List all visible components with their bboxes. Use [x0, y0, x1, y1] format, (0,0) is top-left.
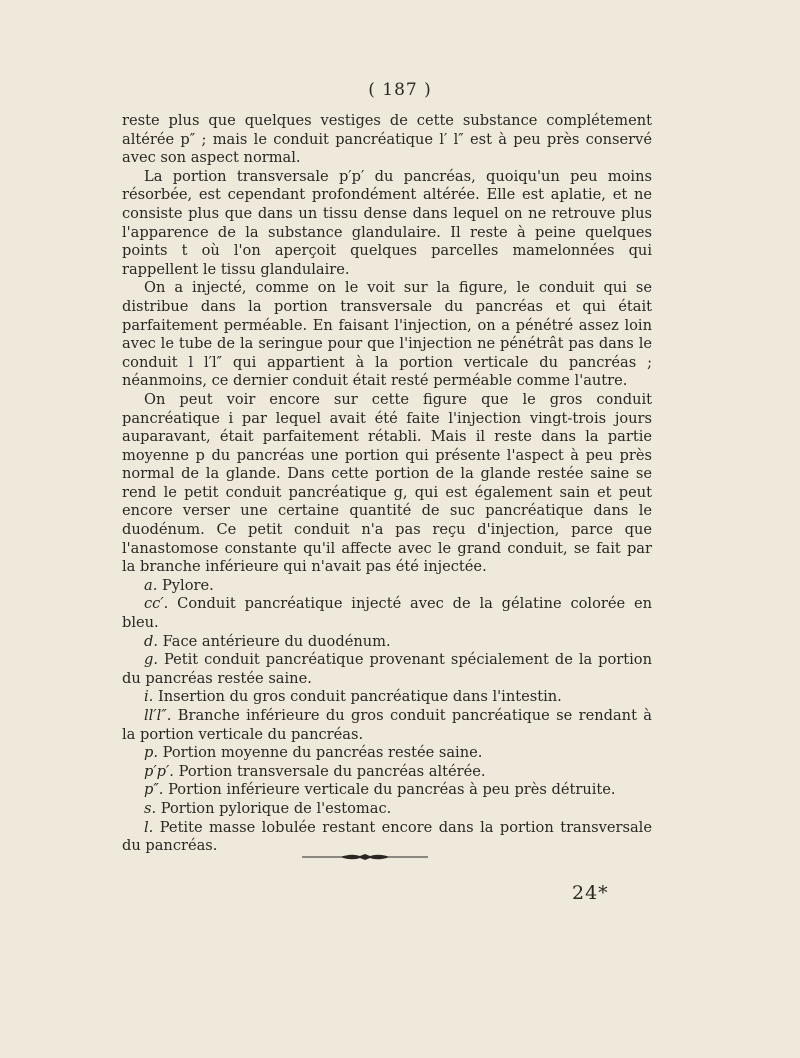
legend-key: p′p′. [144, 762, 174, 780]
legend-key: ll′l″. [144, 707, 172, 724]
legend-item [122, 595, 652, 632]
legend-text: Petite masse lobulée restant encore dans la portion transversale du pancréas. [122, 818, 652, 855]
legend-item [122, 577, 652, 596]
legend-text: Face antérieure du duodénum. [157, 632, 391, 650]
legend-key: s. [144, 799, 157, 817]
legend-key: l. [144, 818, 154, 836]
legend-item [122, 800, 652, 819]
legend-text: Portion inférieure verticale du pancréas à peu près détruite. [163, 781, 616, 799]
figure-legend [122, 577, 652, 856]
legend-item [122, 763, 652, 782]
legend-item [122, 781, 652, 800]
legend-key: p. [144, 744, 158, 762]
legend-item [122, 651, 652, 688]
legend-text: Portion transversale du pancréas altérée. [173, 762, 486, 780]
page-number: ( 187 ) [368, 80, 432, 100]
legend-text: Insertion du gros conduit pancréatique dans l'intestin. [153, 688, 562, 706]
legend-item [122, 707, 652, 744]
legend-key: i. [144, 688, 154, 706]
body-text [122, 112, 652, 856]
legend-key: g. [144, 651, 158, 669]
paragraph-1: reste plus que quelques vestiges de cette substance complétement altérée p″ ; mais le conduit pancréatique l′ l″ est à peu près conservé avec son aspect normal. [122, 112, 652, 167]
legend-item [122, 744, 652, 763]
legend-text: Conduit pancréatique injecté avec de la gélatine colorée en bleu. [122, 595, 652, 632]
ornament-divider-icon [300, 850, 430, 864]
legend-key: p″. [144, 781, 164, 799]
paragraph-2: La portion transversale p′p′ du pancréas, quoiqu'un peu moins résorbée, est cependant profondément altérée. Elle est aplatie, et ne consiste plus que dans un tissu dense dans lequel on ne retrouve plus l'apparence de la substance glandulaire. Il reste à peine quelques points t où l'on aperçoit quelques parcelles mamelonnées qui rappellent le tissu glandulaire. [122, 167, 652, 278]
signature-mark: 24* [572, 882, 609, 904]
legend-text: Portion pylorique de l'estomac. [156, 799, 392, 817]
paragraph-4: On peut voir encore sur cette figure que le gros conduit pancréatique i par lequel avait été faite l'injection vingt-trois jours auparavant, était parfaitement rétabli. Mais il reste dans la partie moyenne p du pancréas une portion qui présente l'aspect à peu près normal de la glande. Dans cette portion de la glande restée saine se rend le petit conduit pancréatique g, qui est également sain et peut encore verser une certaine quantité de suc pancréatique dans le duodénum. Ce petit conduit n'a pas reçu d'injection, parce que l'anastomose constante qu'il affecte avec le grand conduit, se fait par la branche inférieure qui n'avait pas été injectée. [122, 390, 652, 576]
legend-text: Portion moyenne du pancréas restée saine. [157, 744, 483, 762]
legend-text: Branche inférieure du gros conduit pancréatique se rendant à la portion verticale du pancréas. [122, 707, 652, 743]
legend-text: Petit conduit pancréatique provenant spécialement de la portion du pancréas restée saine. [122, 651, 652, 687]
legend-key: cc′. [144, 595, 169, 613]
legend-key: a. [144, 576, 158, 594]
legend-item [122, 633, 652, 652]
legend-text: Pylore. [157, 576, 214, 594]
legend-key: d. [144, 632, 158, 650]
legend-item [122, 688, 652, 707]
paragraph-3: On a injecté, comme on le voit sur la figure, le conduit qui se distribue dans la portion transversale du pancréas et qui était parfaitement perméable. En faisant l'injection, on a pénétré assez loin avec le tube de la seringue pour que l'injection ne pénétrât pas dans le conduit l l′l″ qui appartient à la portion verticale du pancréas ; néanmoins, ce dernier conduit était resté perméable comme l'autre. [122, 279, 652, 390]
